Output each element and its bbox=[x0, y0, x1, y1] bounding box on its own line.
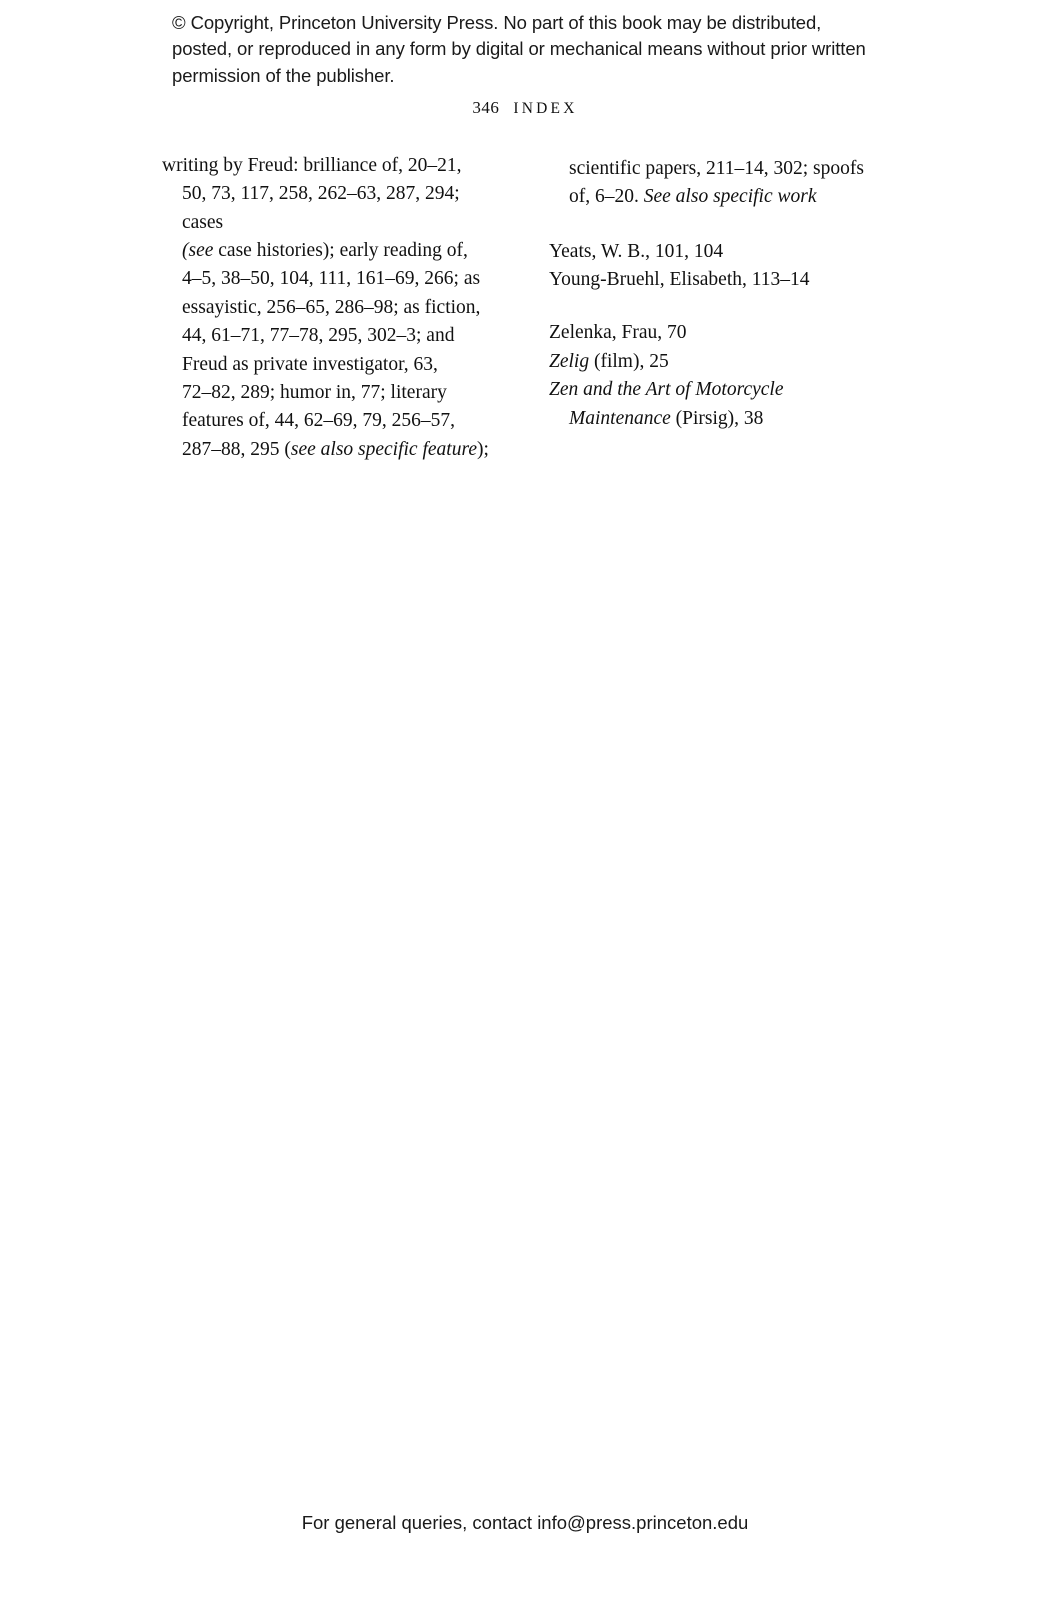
index-entry-line: Yeats, W. B., 101, 104 bbox=[549, 240, 724, 262]
footer-notice: For general queries, contact info@press.princeton.edu bbox=[301, 1512, 749, 1533]
index-entry-yeats bbox=[549, 238, 890, 266]
running-head-label: INDEX bbox=[513, 100, 578, 117]
index-entry-writing-by-freud bbox=[162, 152, 503, 464]
index-entry-zen-and-the-art bbox=[549, 376, 890, 433]
index-entry-line: Young-Bruehl, Elisabeth, 113–14 bbox=[549, 269, 810, 291]
running-head bbox=[0, 98, 1050, 118]
index-entry-line: Zelenka, Frau, 70 bbox=[549, 322, 687, 344]
index-entry-line: 44, 61–71, 77–78, 295, 302–3; and bbox=[182, 325, 455, 347]
page-number: 346 bbox=[472, 98, 500, 117]
copyright-notice: © Copyright, Princeton University Press. No part of this book may be distributed, posted, or reproduced in any form by digital or mechanical means without prior written permission of the publisher. bbox=[172, 12, 866, 86]
index-column-left bbox=[162, 152, 503, 464]
index-entry-line: scientific papers, 211–14, 302; spoofs bbox=[569, 158, 864, 179]
index-entry-scientific-papers-continued bbox=[549, 155, 890, 212]
index-entry-zelenka bbox=[549, 319, 890, 347]
index-entry-zelig bbox=[549, 348, 890, 376]
index-entry-line: Zen and the Art of Motorcycle bbox=[549, 379, 784, 401]
entry-group-gap bbox=[549, 294, 890, 319]
index-entry-line: 72–82, 289; humor in, 77; literary bbox=[182, 381, 447, 403]
index-entry-line: (see case histories); early reading of, bbox=[182, 240, 468, 262]
index-body bbox=[162, 152, 890, 464]
index-entry-line: 4–5, 38–50, 104, 111, 161–69, 266; as bbox=[182, 268, 481, 290]
index-entry-line: Maintenance (Pirsig), 38 bbox=[569, 407, 764, 429]
index-entry-line: of, 6–20. See also specific work bbox=[569, 186, 817, 208]
index-entry-line: essayistic, 256–65, 286–98; as fiction, bbox=[182, 296, 481, 318]
entry-group-gap bbox=[549, 212, 890, 238]
index-entry-line: Freud as private investigator, 63, bbox=[182, 353, 438, 375]
index-entry-line: 50, 73, 117, 258, 262–63, 287, 294; cases bbox=[182, 183, 460, 233]
index-entry-line: Zelig (film), 25 bbox=[549, 350, 669, 372]
index-entry-young-bruehl bbox=[549, 266, 890, 294]
index-column-right bbox=[549, 152, 890, 433]
index-entry-line: features of, 44, 62–69, 79, 256–57, bbox=[182, 410, 455, 432]
index-entry-line: 287–88, 295 (see also specific feature); bbox=[182, 438, 489, 460]
index-entry-line: writing by Freud: brilliance of, 20–21, bbox=[162, 155, 462, 176]
